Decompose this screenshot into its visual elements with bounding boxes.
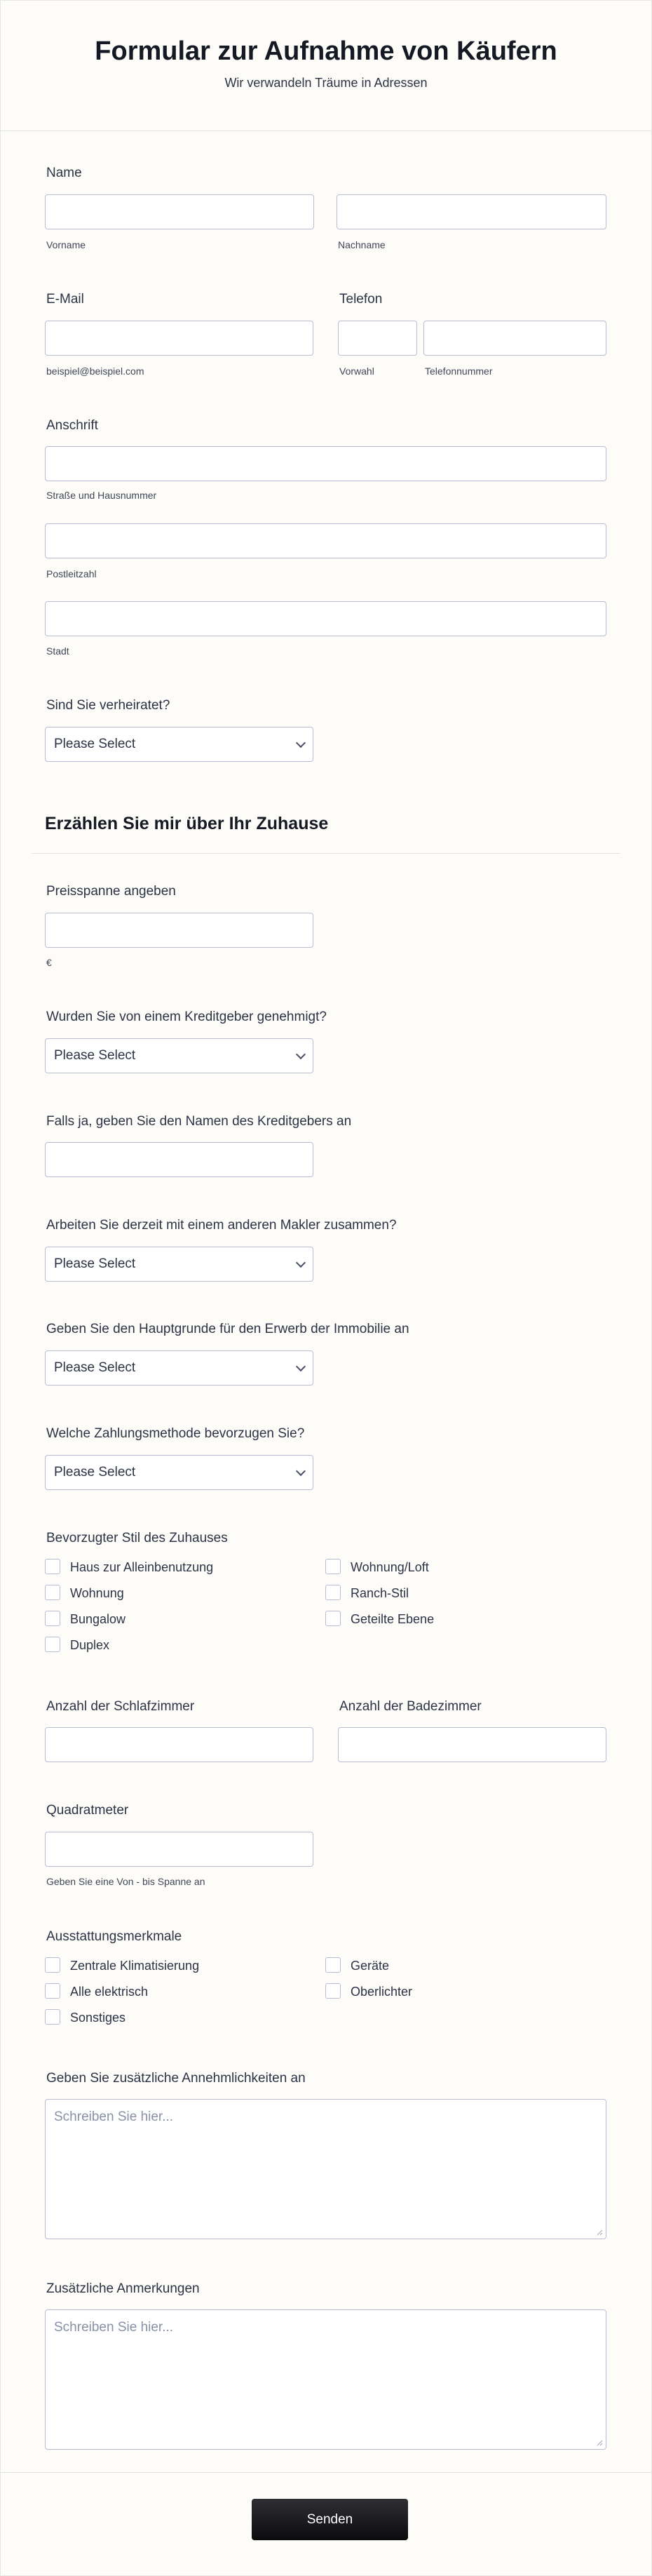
married-label: Sind Sie verheiratet?	[46, 698, 170, 713]
option-label: Wohnung	[70, 1586, 124, 1600]
other-agent-label: Arbeiten Sie derzeit mit einem anderen Makler zusammen?	[46, 1218, 397, 1233]
price-input[interactable]	[45, 913, 313, 948]
form-subtitle: Wir verwandeln Träume in Adressen	[224, 76, 428, 90]
bedrooms-input[interactable]	[45, 1727, 313, 1762]
option-label: Sonstiges	[70, 2011, 126, 2025]
city-input[interactable]	[45, 601, 606, 636]
email-sublabel: beispiel@beispiel.com	[46, 365, 144, 377]
chevron-down-icon	[296, 738, 306, 748]
option-label: Wohnung/Loft	[351, 1560, 429, 1574]
footer-divider	[0, 2472, 652, 2473]
payment-label: Welche Zahlungsmethode bevorzugen Sie?	[46, 1426, 305, 1441]
form-title: Formular zur Aufnahme von Käufern	[95, 36, 557, 66]
city-sublabel: Stadt	[46, 645, 69, 657]
option-label: Zentrale Klimatisierung	[70, 1959, 200, 1973]
checkbox-central-ac[interactable]	[45, 1957, 60, 1973]
phone-number-input[interactable]	[423, 321, 606, 356]
chevron-down-icon	[296, 1049, 306, 1059]
features-label: Ausstattungsmerkmale	[46, 1929, 182, 1944]
main-reason-label: Geben Sie den Hauptgrunde für den Erwerb der Immobilie an	[46, 1322, 409, 1336]
sqm-label: Quadratmeter	[46, 1803, 129, 1818]
section-heading: Erzählen Sie mir über Ihr Zuhause	[45, 814, 329, 833]
street-input[interactable]	[45, 446, 606, 481]
home-style-label: Bevorzugter Stil des Zuhauses	[46, 1531, 228, 1545]
area-code-input[interactable]	[338, 321, 417, 356]
amenities-textarea[interactable]	[45, 2099, 606, 2239]
checkbox-apartment[interactable]	[45, 1585, 60, 1600]
sqm-sublabel: Geben Sie eine Von - bis Spanne an	[46, 1876, 205, 1887]
other-agent-value: Please Select	[54, 1256, 136, 1271]
notes-placeholder: Schreiben Sie hier...	[54, 2320, 174, 2335]
notes-textarea[interactable]	[45, 2309, 606, 2450]
chevron-down-icon	[296, 1258, 306, 1268]
other-agent-select[interactable]	[45, 1247, 313, 1282]
married-select[interactable]	[45, 727, 313, 762]
resize-grip-icon[interactable]	[596, 2229, 603, 2236]
married-select-value: Please Select	[54, 737, 136, 751]
bedrooms-label: Anzahl der Schlafzimmer	[46, 1699, 195, 1714]
payment-value: Please Select	[54, 1465, 136, 1480]
last-name-sublabel: Nachname	[338, 239, 386, 250]
option-label: Geteilte Ebene	[351, 1612, 435, 1626]
option-label: Alle elektrisch	[70, 1985, 149, 1999]
option-label: Bungalow	[70, 1612, 126, 1626]
currency-sublabel: €	[46, 957, 52, 968]
amenities-label: Geben Sie zusätzliche Annehmlichkeiten an	[46, 2071, 306, 2086]
street-sublabel: Straße und Hausnummer	[46, 490, 157, 501]
option-label: Ranch-Stil	[351, 1586, 409, 1600]
option-label: Haus zur Alleinbenutzung	[70, 1560, 214, 1574]
bathrooms-label: Anzahl der Badezimmer	[339, 1699, 482, 1714]
email-input[interactable]	[45, 321, 313, 356]
phone-label: Telefon	[339, 292, 383, 307]
zip-sublabel: Postleitzahl	[46, 568, 97, 579]
checkbox-other[interactable]	[45, 2009, 60, 2025]
main-reason-select[interactable]	[45, 1350, 313, 1386]
zip-input[interactable]	[45, 523, 606, 558]
lender-approved-value: Please Select	[54, 1048, 136, 1063]
submit-button[interactable]: Senden	[252, 2499, 408, 2540]
area-code-sublabel: Vorwahl	[339, 365, 374, 377]
lender-name-input[interactable]	[45, 1142, 313, 1177]
checkbox-split-level[interactable]	[325, 1611, 341, 1626]
main-reason-value: Please Select	[54, 1360, 136, 1375]
option-label: Duplex	[70, 1638, 110, 1652]
first-name-input[interactable]	[45, 194, 314, 229]
checkbox-duplex[interactable]	[45, 1637, 60, 1652]
chevron-down-icon	[296, 1466, 306, 1476]
lender-name-label: Falls ja, geben Sie den Namen des Kreditgebers an	[46, 1114, 352, 1129]
notes-label: Zusätzliche Anmerkungen	[46, 2281, 200, 2296]
option-label: Geräte	[351, 1959, 390, 1973]
lender-approved-select[interactable]	[45, 1038, 313, 1073]
email-label: E-Mail	[46, 292, 84, 307]
amenities-placeholder: Schreiben Sie hier...	[54, 2109, 174, 2124]
header-divider	[0, 130, 652, 131]
checkbox-all-electric[interactable]	[45, 1983, 60, 1999]
checkbox-appliances[interactable]	[325, 1957, 341, 1973]
lender-approved-label: Wurden Sie von einem Kreditgeber genehmigt?	[46, 1009, 327, 1024]
checkbox-ranch[interactable]	[325, 1585, 341, 1600]
first-name-sublabel: Vorname	[46, 239, 86, 250]
option-label: Oberlichter	[351, 1985, 413, 1999]
sqm-input[interactable]	[45, 1832, 313, 1867]
address-label: Anschrift	[46, 418, 98, 433]
payment-select[interactable]	[45, 1455, 313, 1490]
resize-grip-icon[interactable]	[596, 2439, 603, 2446]
price-label: Preisspanne angeben	[46, 884, 176, 899]
name-label: Name	[46, 166, 82, 180]
chevron-down-icon	[296, 1362, 306, 1371]
last-name-input[interactable]	[337, 194, 606, 229]
checkbox-single-family[interactable]	[45, 1559, 60, 1574]
checkbox-bungalow[interactable]	[45, 1611, 60, 1626]
checkbox-skylights[interactable]	[325, 1983, 341, 1999]
section-divider	[32, 853, 620, 854]
phone-number-sublabel: Telefonnummer	[425, 365, 493, 377]
bathrooms-input[interactable]	[338, 1727, 606, 1762]
checkbox-loft[interactable]	[325, 1559, 341, 1574]
